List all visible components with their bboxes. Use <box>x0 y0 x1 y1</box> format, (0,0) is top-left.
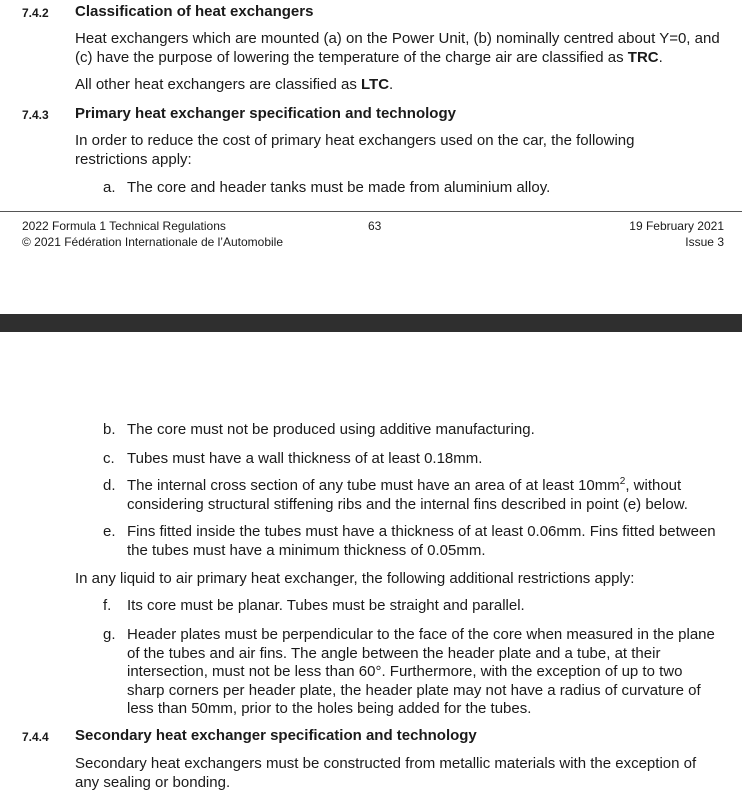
section-number: 7.4.4 <box>22 730 49 744</box>
section-title: Classification of heat exchangers <box>75 3 314 20</box>
list-text: Fins fitted inside the tubes must have a thickness of at least 0.06mm. Fins fitted between the tubes must have a minimum thickness of 0.05mm. <box>127 523 716 559</box>
section-title: Primary heat exchanger specification and technology <box>75 105 456 122</box>
footer-copyright: © 2021 Fédération Internationale de l’Automobile <box>22 235 284 249</box>
list-text: Header plates must be perpendicular to the face of the core when measured in the plane of the tubes and air fins. The angle between the header plate and a tube, at their intersection, must not be less than 60°. Furthermore, with the exception of up to two sharp corners per header plate, the header plate may not have a radius of curvature of less than 50mm, prior to the holes being added for the tubes. <box>127 626 715 717</box>
section-title: Secondary heat exchanger specification and technology <box>75 727 477 744</box>
footer-issue: Issue 3 <box>685 235 724 249</box>
list-text: The core and header tanks must be made from aluminium alloy. <box>127 179 551 196</box>
paragraph-secondary: Secondary heat exchangers must be constructed from metallic materials with the exception of any sealing or bonding. <box>75 755 697 791</box>
list-label: c. <box>103 450 115 467</box>
footer-doc-title: 2022 Formula 1 Technical Regulations <box>22 219 226 233</box>
footer-right <box>629 218 724 250</box>
term-trc: TRC <box>627 48 659 66</box>
list-label: f. <box>103 597 112 614</box>
footer-rule <box>0 211 742 212</box>
list-text: Its core must be planar. Tubes must be straight and parallel. <box>127 597 525 614</box>
list-label: d. <box>103 477 116 494</box>
paragraph-intro: In order to reduce the cost of primary heat exchangers used on the car, the following restrictions apply: <box>75 132 635 168</box>
list-text: The core must not be produced using additive manufacturing. <box>127 421 535 438</box>
footer-page-number: 63 <box>368 219 382 233</box>
paragraph-trc: Heat exchangers which are mounted (a) on the Power Unit, (b) nominally centred about Y=0, and (c) have the purpose of lowering the temperature of the charge air are classified as TRC. <box>75 30 720 66</box>
list-text: The internal cross section of any tube must have an area of at least $10mm^2$, without considering structural stiffening ribs and the internal fins described in point (e) below. <box>127 476 688 513</box>
list-label: g. <box>103 626 116 643</box>
list-label: b. <box>103 421 116 438</box>
paragraph-liquid-intro: In any liquid to air primary heat exchanger, the following additional restrictions apply: <box>75 570 635 587</box>
list-label: a. <box>103 179 116 196</box>
footer-left <box>22 218 283 250</box>
section-number: 7.4.2 <box>22 6 49 20</box>
paragraph-ltc: All other heat exchangers are classified as LTC. <box>75 76 394 93</box>
page-separator <box>0 314 742 332</box>
list-text: Tubes must have a wall thickness of at least 0.18mm. <box>127 450 483 467</box>
list-label: e. <box>103 523 116 540</box>
footer-date: 19 February 2021 <box>629 219 724 233</box>
section-number: 7.4.3 <box>22 108 49 122</box>
term-ltc: LTC <box>361 76 390 93</box>
